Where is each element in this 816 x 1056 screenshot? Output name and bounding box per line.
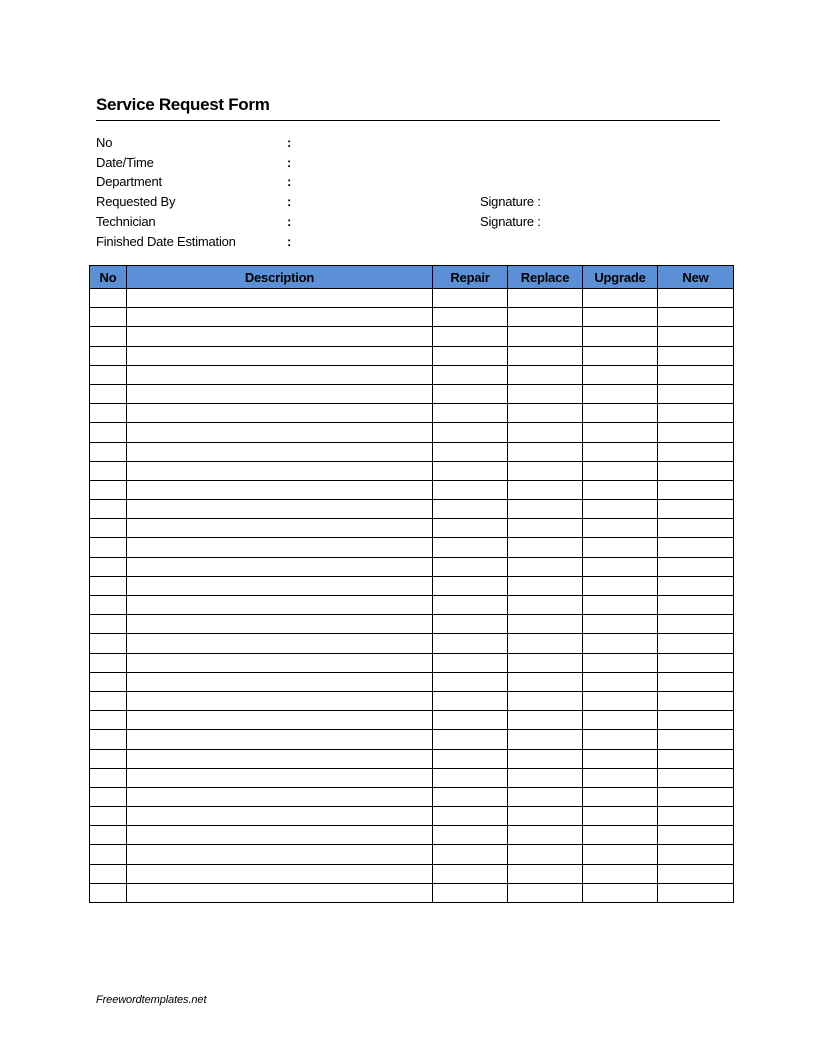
table-row — [90, 346, 734, 365]
title-underline — [96, 120, 720, 121]
cell-repair[interactable] — [433, 289, 508, 308]
cell-repair[interactable] — [433, 691, 508, 710]
cell-new[interactable] — [658, 500, 734, 519]
cell-replace[interactable] — [508, 384, 583, 403]
cell-repair[interactable] — [433, 634, 508, 653]
cell-repair[interactable] — [433, 442, 508, 461]
cell-new[interactable] — [658, 308, 734, 327]
cell-repair[interactable] — [433, 423, 508, 442]
cell-repair[interactable] — [433, 807, 508, 826]
table-row — [90, 615, 734, 634]
cell-description[interactable] — [127, 442, 433, 461]
cell-new[interactable] — [658, 442, 734, 461]
cell-no[interactable] — [90, 596, 127, 615]
cell-description[interactable] — [127, 404, 433, 423]
cell-replace[interactable] — [508, 404, 583, 423]
cell-upgrade[interactable] — [583, 365, 658, 384]
cell-new[interactable] — [658, 634, 734, 653]
cell-replace[interactable] — [508, 480, 583, 499]
cell-description[interactable] — [127, 711, 433, 730]
cell-new[interactable] — [658, 557, 734, 576]
footer-source-text: Freewordtemplates.net — [96, 994, 207, 1006]
cell-new[interactable] — [658, 883, 734, 902]
cell-upgrade[interactable] — [583, 461, 658, 480]
cell-repair[interactable] — [433, 787, 508, 806]
cell-new[interactable] — [658, 384, 734, 403]
table-row — [90, 557, 734, 576]
cell-new[interactable] — [658, 423, 734, 442]
cell-new[interactable] — [658, 538, 734, 557]
cell-new[interactable] — [658, 615, 734, 634]
cell-repair[interactable] — [433, 327, 508, 346]
table-row — [90, 768, 734, 787]
table-row — [90, 500, 734, 519]
cell-description[interactable] — [127, 480, 433, 499]
table-row — [90, 864, 734, 883]
cell-description[interactable] — [127, 500, 433, 519]
cell-new[interactable] — [658, 289, 734, 308]
cell-replace[interactable] — [508, 538, 583, 557]
cell-description[interactable] — [127, 461, 433, 480]
cell-repair[interactable] — [433, 500, 508, 519]
cell-replace[interactable] — [508, 327, 583, 346]
cell-description[interactable] — [127, 768, 433, 787]
cell-new[interactable] — [658, 711, 734, 730]
cell-repair[interactable] — [433, 596, 508, 615]
cell-description[interactable] — [127, 538, 433, 557]
cell-replace[interactable] — [508, 691, 583, 710]
field-label-no: No — [96, 135, 113, 150]
cell-new[interactable] — [658, 691, 734, 710]
cell-upgrade[interactable] — [583, 500, 658, 519]
cell-replace[interactable] — [508, 308, 583, 327]
cell-replace[interactable] — [508, 634, 583, 653]
cell-upgrade[interactable] — [583, 596, 658, 615]
cell-repair[interactable] — [433, 404, 508, 423]
field-colon-department: : — [287, 174, 292, 189]
cell-replace[interactable] — [508, 883, 583, 902]
cell-upgrade[interactable] — [583, 404, 658, 423]
cell-description[interactable] — [127, 672, 433, 691]
cell-replace[interactable] — [508, 672, 583, 691]
cell-description[interactable] — [127, 883, 433, 902]
cell-description[interactable] — [127, 691, 433, 710]
table-header-row — [90, 266, 734, 289]
table-row — [90, 730, 734, 749]
table-row — [90, 423, 734, 442]
table-body — [90, 289, 734, 903]
table-row — [90, 711, 734, 730]
cell-no[interactable] — [90, 883, 127, 902]
cell-replace[interactable] — [508, 807, 583, 826]
cell-description[interactable] — [127, 749, 433, 768]
cell-replace[interactable] — [508, 749, 583, 768]
cell-no[interactable] — [90, 807, 127, 826]
field-colon-requested-by: : — [287, 194, 292, 209]
cell-repair[interactable] — [433, 672, 508, 691]
cell-no[interactable] — [90, 384, 127, 403]
cell-no[interactable] — [90, 461, 127, 480]
cell-new[interactable] — [658, 826, 734, 845]
cell-repair[interactable] — [433, 461, 508, 480]
cell-no[interactable] — [90, 308, 127, 327]
table-row — [90, 749, 734, 768]
cell-new[interactable] — [658, 768, 734, 787]
cell-description[interactable] — [127, 346, 433, 365]
service-items-table — [89, 265, 734, 903]
cell-repair[interactable] — [433, 826, 508, 845]
cell-replace[interactable] — [508, 596, 583, 615]
cell-upgrade[interactable] — [583, 883, 658, 902]
column-header-replace: Replace — [508, 266, 583, 289]
cell-repair[interactable] — [433, 653, 508, 672]
cell-upgrade[interactable] — [583, 691, 658, 710]
cell-description[interactable] — [127, 308, 433, 327]
cell-upgrade[interactable] — [583, 423, 658, 442]
signature-label-requester: Signature : — [480, 194, 541, 209]
cell-description[interactable] — [127, 615, 433, 634]
cell-no[interactable] — [90, 404, 127, 423]
cell-description[interactable] — [127, 653, 433, 672]
cell-no[interactable] — [90, 576, 127, 595]
cell-description[interactable] — [127, 826, 433, 845]
cell-new[interactable] — [658, 365, 734, 384]
cell-no[interactable] — [90, 557, 127, 576]
cell-no[interactable] — [90, 864, 127, 883]
cell-replace[interactable] — [508, 615, 583, 634]
table-row — [90, 826, 734, 845]
cell-new[interactable] — [658, 404, 734, 423]
cell-no[interactable] — [90, 289, 127, 308]
cell-description[interactable] — [127, 730, 433, 749]
cell-description[interactable] — [127, 864, 433, 883]
cell-new[interactable] — [658, 845, 734, 864]
cell-replace[interactable] — [508, 557, 583, 576]
cell-replace[interactable] — [508, 826, 583, 845]
cell-upgrade[interactable] — [583, 730, 658, 749]
cell-upgrade[interactable] — [583, 384, 658, 403]
cell-upgrade[interactable] — [583, 289, 658, 308]
cell-replace[interactable] — [508, 519, 583, 538]
cell-description[interactable] — [127, 384, 433, 403]
column-header-new: New — [658, 266, 734, 289]
column-header-no: No — [90, 266, 127, 289]
cell-new[interactable] — [658, 519, 734, 538]
cell-no[interactable] — [90, 615, 127, 634]
cell-upgrade[interactable] — [583, 327, 658, 346]
cell-repair[interactable] — [433, 615, 508, 634]
cell-no[interactable] — [90, 768, 127, 787]
field-colon-finished-date: : — [287, 234, 292, 249]
cell-no[interactable] — [90, 787, 127, 806]
cell-replace[interactable] — [508, 442, 583, 461]
cell-description[interactable] — [127, 365, 433, 384]
cell-repair[interactable] — [433, 384, 508, 403]
cell-upgrade[interactable] — [583, 711, 658, 730]
cell-no[interactable] — [90, 480, 127, 499]
table-row — [90, 576, 734, 595]
cell-no[interactable] — [90, 327, 127, 346]
field-label-technician: Technician — [96, 214, 156, 229]
form-title: Service Request Form — [96, 95, 270, 114]
cell-description[interactable] — [127, 845, 433, 864]
cell-no[interactable] — [90, 691, 127, 710]
cell-new[interactable] — [658, 672, 734, 691]
cell-upgrade[interactable] — [583, 653, 658, 672]
cell-upgrade[interactable] — [583, 557, 658, 576]
cell-repair[interactable] — [433, 711, 508, 730]
cell-upgrade[interactable] — [583, 615, 658, 634]
cell-no[interactable] — [90, 538, 127, 557]
cell-new[interactable] — [658, 327, 734, 346]
cell-replace[interactable] — [508, 576, 583, 595]
cell-no[interactable] — [90, 749, 127, 768]
table-row — [90, 672, 734, 691]
cell-repair[interactable] — [433, 730, 508, 749]
cell-new[interactable] — [658, 807, 734, 826]
column-header-description: Description — [127, 266, 433, 289]
cell-repair[interactable] — [433, 883, 508, 902]
cell-replace[interactable] — [508, 730, 583, 749]
table-row — [90, 384, 734, 403]
table-row — [90, 442, 734, 461]
table-row — [90, 519, 734, 538]
field-colon-datetime: : — [287, 155, 292, 170]
cell-upgrade[interactable] — [583, 576, 658, 595]
cell-replace[interactable] — [508, 461, 583, 480]
cell-no[interactable] — [90, 711, 127, 730]
cell-replace[interactable] — [508, 845, 583, 864]
cell-replace[interactable] — [508, 289, 583, 308]
table-row — [90, 807, 734, 826]
table-row — [90, 365, 734, 384]
cell-new[interactable] — [658, 576, 734, 595]
table-row — [90, 289, 734, 308]
cell-repair[interactable] — [433, 845, 508, 864]
field-label-finished-date: Finished Date Estimation — [96, 234, 236, 249]
cell-upgrade[interactable] — [583, 346, 658, 365]
cell-no[interactable] — [90, 826, 127, 845]
table-row — [90, 691, 734, 710]
cell-upgrade[interactable] — [583, 807, 658, 826]
cell-description[interactable] — [127, 576, 433, 595]
cell-no[interactable] — [90, 634, 127, 653]
cell-upgrade[interactable] — [583, 480, 658, 499]
cell-no[interactable] — [90, 346, 127, 365]
cell-new[interactable] — [658, 596, 734, 615]
cell-no[interactable] — [90, 423, 127, 442]
cell-description[interactable] — [127, 787, 433, 806]
cell-no[interactable] — [90, 442, 127, 461]
table-row — [90, 787, 734, 806]
cell-no[interactable] — [90, 845, 127, 864]
cell-upgrade[interactable] — [583, 672, 658, 691]
cell-new[interactable] — [658, 787, 734, 806]
cell-replace[interactable] — [508, 864, 583, 883]
cell-description[interactable] — [127, 596, 433, 615]
table-row — [90, 480, 734, 499]
cell-upgrade[interactable] — [583, 519, 658, 538]
cell-new[interactable] — [658, 346, 734, 365]
cell-no[interactable] — [90, 365, 127, 384]
cell-replace[interactable] — [508, 346, 583, 365]
cell-upgrade[interactable] — [583, 538, 658, 557]
table-row — [90, 308, 734, 327]
cell-replace[interactable] — [508, 423, 583, 442]
field-label-department: Department — [96, 174, 162, 189]
cell-upgrade[interactable] — [583, 749, 658, 768]
table-row — [90, 404, 734, 423]
table-row — [90, 883, 734, 902]
cell-replace[interactable] — [508, 787, 583, 806]
cell-description[interactable] — [127, 327, 433, 346]
table-row — [90, 634, 734, 653]
cell-new[interactable] — [658, 864, 734, 883]
field-label-requested-by: Requested By — [96, 194, 176, 209]
cell-repair[interactable] — [433, 308, 508, 327]
cell-repair[interactable] — [433, 557, 508, 576]
cell-upgrade[interactable] — [583, 787, 658, 806]
cell-new[interactable] — [658, 480, 734, 499]
cell-upgrade[interactable] — [583, 634, 658, 653]
cell-replace[interactable] — [508, 500, 583, 519]
table-row — [90, 653, 734, 672]
cell-repair[interactable] — [433, 365, 508, 384]
column-header-upgrade: Upgrade — [583, 266, 658, 289]
cell-replace[interactable] — [508, 711, 583, 730]
cell-no[interactable] — [90, 519, 127, 538]
cell-new[interactable] — [658, 730, 734, 749]
cell-description[interactable] — [127, 289, 433, 308]
cell-upgrade[interactable] — [583, 442, 658, 461]
cell-description[interactable] — [127, 634, 433, 653]
cell-repair[interactable] — [433, 749, 508, 768]
cell-upgrade[interactable] — [583, 826, 658, 845]
cell-repair[interactable] — [433, 480, 508, 499]
cell-description[interactable] — [127, 557, 433, 576]
cell-repair[interactable] — [433, 864, 508, 883]
cell-repair[interactable] — [433, 576, 508, 595]
field-label-datetime: Date/Time — [96, 155, 154, 170]
cell-no[interactable] — [90, 672, 127, 691]
column-header-repair: Repair — [433, 266, 508, 289]
table-row — [90, 845, 734, 864]
table-row — [90, 538, 734, 557]
cell-new[interactable] — [658, 461, 734, 480]
table-row — [90, 327, 734, 346]
cell-replace[interactable] — [508, 653, 583, 672]
table-row — [90, 461, 734, 480]
cell-no[interactable] — [90, 500, 127, 519]
cell-no[interactable] — [90, 653, 127, 672]
cell-upgrade[interactable] — [583, 308, 658, 327]
field-colon-no: : — [287, 135, 292, 150]
cell-description[interactable] — [127, 519, 433, 538]
cell-repair[interactable] — [433, 538, 508, 557]
signature-label-technician: Signature : — [480, 214, 541, 229]
cell-repair[interactable] — [433, 346, 508, 365]
cell-upgrade[interactable] — [583, 864, 658, 883]
cell-description[interactable] — [127, 807, 433, 826]
cell-repair[interactable] — [433, 768, 508, 787]
cell-upgrade[interactable] — [583, 768, 658, 787]
table-row — [90, 596, 734, 615]
cell-no[interactable] — [90, 730, 127, 749]
field-colon-technician: : — [287, 214, 292, 229]
cell-new[interactable] — [658, 749, 734, 768]
cell-repair[interactable] — [433, 519, 508, 538]
cell-upgrade[interactable] — [583, 845, 658, 864]
cell-description[interactable] — [127, 423, 433, 442]
cell-new[interactable] — [658, 653, 734, 672]
cell-replace[interactable] — [508, 365, 583, 384]
cell-replace[interactable] — [508, 768, 583, 787]
